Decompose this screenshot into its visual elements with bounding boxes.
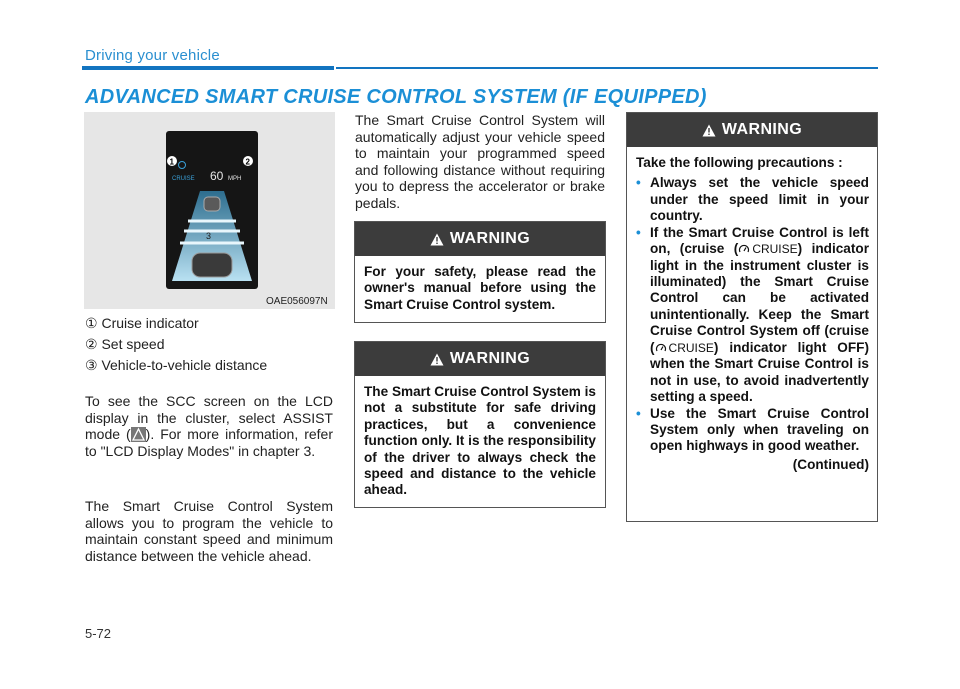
precautions-list <box>636 175 869 454</box>
warning-label: WARNING <box>449 230 531 247</box>
legend-num: ② <box>85 336 98 352</box>
legend-num: ① <box>85 315 98 331</box>
cluster-display-image <box>166 131 258 289</box>
warning-label: WARNING <box>449 350 531 367</box>
cruise-indicator-icon <box>655 340 714 356</box>
list-item-text: ) indicator light in the instrument cluster is illuminated) the Smart Cruise Control can be activated unintentionally. Keep the Smart Cruise Control System off (cruise ( <box>650 241 869 355</box>
own-vehicle-icon <box>192 253 232 277</box>
warning-triangle-icon <box>430 233 444 246</box>
legend-num: ③ <box>85 357 98 373</box>
warning-text: The Smart Cruise Control System is not a substitute for safe driving practices, but a convenience function only. It is the responsibility of the driver to always check the speed and distance to the vehicle ahead. <box>364 384 596 498</box>
warning-header <box>627 113 877 147</box>
warning-content <box>627 147 877 481</box>
list-item: • Always set the vehicle speed under the speed limit in your country. <box>636 175 869 224</box>
header-rule-thick <box>82 66 334 70</box>
list-item: • Use the Smart Cruise Control System only when traveling on open highways in good weather. <box>636 405 869 454</box>
cruise-icon-label: CRUISE <box>752 242 798 257</box>
precautions-intro: Take the following precautions : <box>636 155 843 170</box>
cruise-icon-label: CRUISE <box>668 340 714 355</box>
list-item-text: Use the Smart Cruise Control System only when traveling on open highways in good weather. <box>650 405 869 454</box>
legend-text: Cruise indicator <box>101 315 199 331</box>
legend-text: Vehicle-to-vehicle distance <box>101 357 268 373</box>
warning-triangle-icon <box>430 353 444 366</box>
cluster-cruise-text: CRUISE <box>172 176 195 182</box>
warning-box-3 <box>626 112 878 522</box>
warning-text: For your safety, please read the owner's manual before using the Smart Cruise Control system. <box>364 264 596 312</box>
lead-vehicle-icon <box>204 197 220 211</box>
warning-triangle-icon <box>702 124 716 137</box>
section-title: Driving your vehicle <box>85 47 220 64</box>
page-number: 5-72 <box>85 626 112 641</box>
warning-label: WARNING <box>721 121 803 138</box>
figure-code: OAE056097N <box>266 296 328 307</box>
warning-box-1 <box>354 221 606 323</box>
list-item: • If the Smart Cruise Control is left on, (cruise ( CRUISE ) indicator light in the instrument cluster is illuminated) the Smart Cruise Control can be activated unintentionally. Keep the Smart Cruise Control System off (cruise ( CRUISE ) indicator light OFF) when the Smart Cruise Control is not in use, to avoid inadvertently setting a speed. <box>636 224 869 405</box>
legend-item-3 <box>85 357 267 374</box>
list-item-text: Always set the vehicle speed under the speed limit in your country. <box>650 175 869 224</box>
continued-label: (Continued) <box>792 456 869 472</box>
callout-2: 2 <box>245 157 250 167</box>
page-title: ADVANCED SMART CRUISE CONTROL SYSTEM (IF EQUIPPED) <box>85 86 707 108</box>
legend-item-2 <box>85 336 165 353</box>
paragraph-text: To see the SCC screen on the LCD display in the cluster, select ASSIST mode ( <box>85 393 333 442</box>
cruise-indicator-icon <box>179 162 186 169</box>
legend-item-1 <box>85 315 199 332</box>
warning-box-2 <box>354 341 606 508</box>
paragraph-lcd-display <box>85 393 333 459</box>
callout-3: 3 <box>206 231 212 241</box>
list-item-text: ) indicator light OFF) when the Smart Cruise Control is not in use, to avoid inadvertently setting a speed. <box>650 339 869 405</box>
cluster-display-graphic <box>166 131 258 289</box>
warning-header <box>355 342 605 376</box>
cruise-indicator-icon <box>738 241 797 257</box>
callout-1: 1 <box>169 157 174 167</box>
header-rule-thin <box>336 67 878 69</box>
list-item-text: If the Smart Cruise Control is left on, (cruise ( <box>650 224 869 257</box>
paragraph-text: ). For more information, refer to "LCD Display Modes" in chapter 3. <box>85 426 333 459</box>
paragraph-auto-adjust: The Smart Cruise Control System will automatically adjust your vehicle speed to maintain your programmed speed and following distance without requiring you to depress the accelerator or brake pedals. <box>355 112 605 211</box>
legend-text: Set speed <box>101 336 165 352</box>
paragraph-system-intro: The Smart Cruise Control System allows you to program the vehicle to maintain constant speed and minimum distance between the vehicle ahead. <box>85 498 333 564</box>
cluster-speed: 60 <box>210 169 224 183</box>
cluster-speed-unit: MPH <box>228 176 242 182</box>
warning-header <box>355 222 605 256</box>
assist-mode-icon <box>131 427 146 442</box>
